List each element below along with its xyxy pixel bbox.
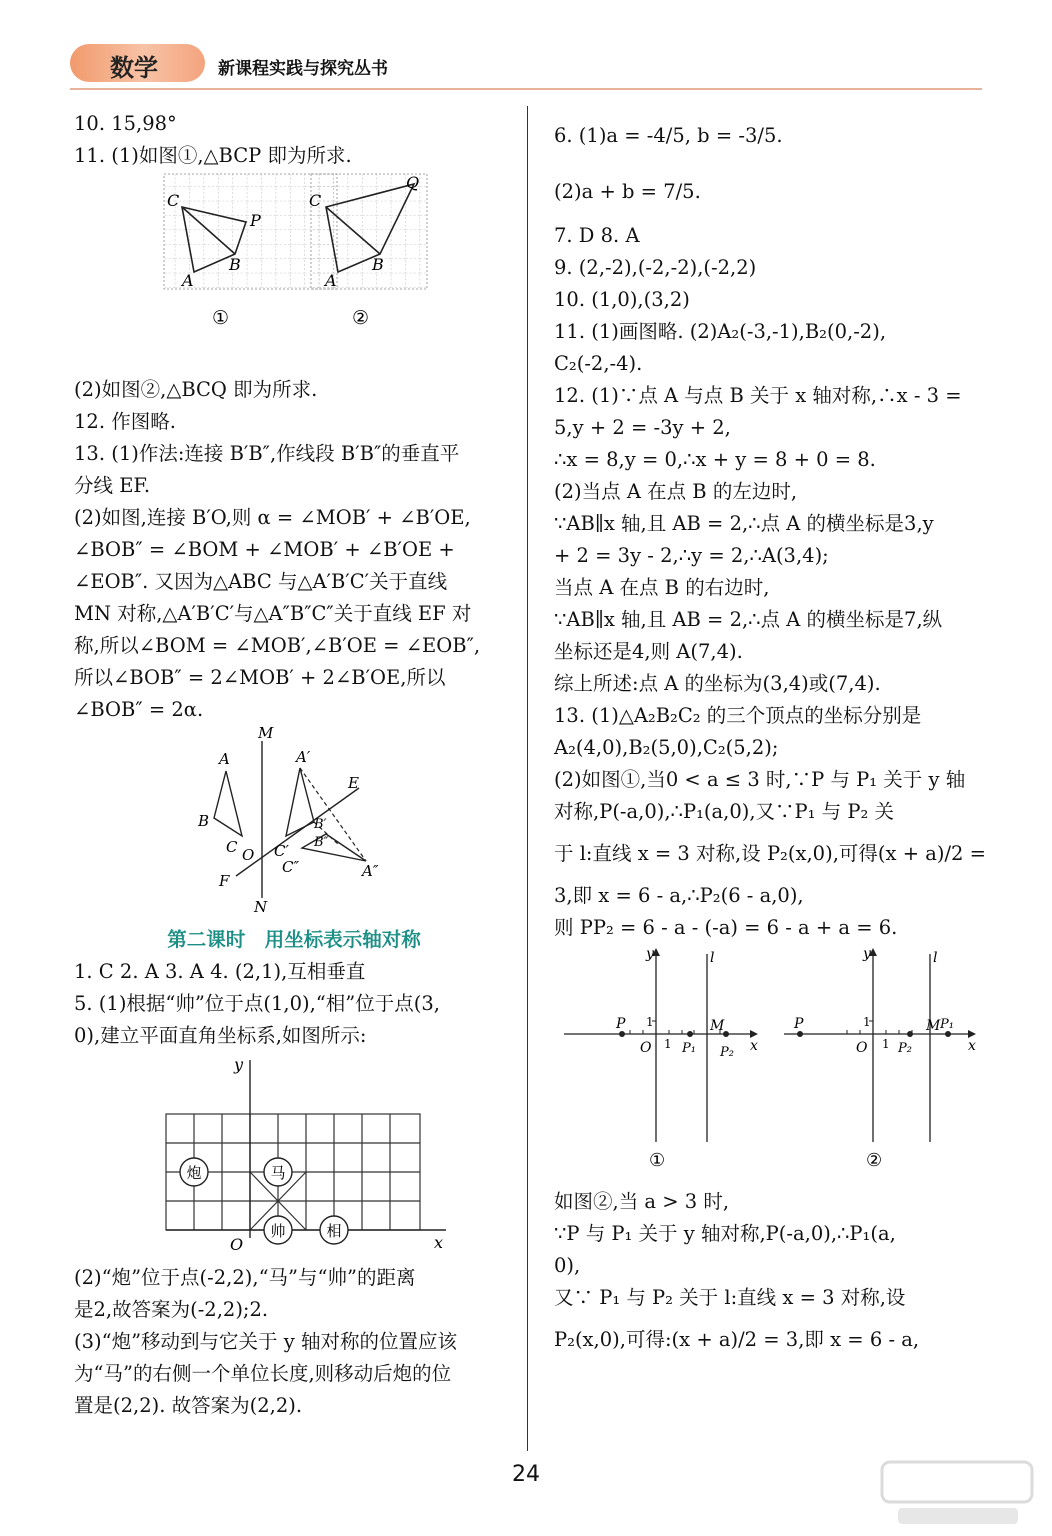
point-label: B [198, 812, 210, 830]
subject-label: 数学 [110, 54, 158, 82]
point-label: C′ [274, 842, 289, 860]
point-label: M [926, 1018, 941, 1034]
answer-line: 5. (1)根据“帅”位于点(1,0),“相”位于点(3, [74, 992, 440, 1015]
axis-label: x [434, 1233, 444, 1252]
axis-figures [554, 944, 994, 1176]
reflection-figure [74, 726, 514, 914]
tick-label: 1 [882, 1037, 890, 1051]
answer-line: 12. 作图略. [74, 410, 176, 433]
point-label: B [372, 255, 384, 274]
answer-line: 如图②,当 a > 3 时, [554, 1190, 730, 1213]
axis-label: y [646, 946, 654, 962]
point-label: B′ [314, 817, 327, 832]
answer-line: 称,所以∠BOM = ∠MOB′,∠B′OE = ∠EOB″, [74, 634, 481, 657]
point-label: P [250, 211, 261, 230]
axis-label: y [863, 946, 871, 962]
chess-piece: 马 [270, 1164, 286, 1182]
point-label: A″ [362, 862, 379, 880]
answer-line: 5,y + 2 = -3y + 2, [554, 416, 731, 439]
answer-line: 是2,故答案为(-2,2);2. [74, 1298, 269, 1321]
answer-line: 13. (1)△A₂B₂C₂ 的三个顶点的坐标分别是 [554, 704, 922, 727]
axis-label: x [968, 1038, 976, 1054]
figure-label: ① [649, 1150, 666, 1171]
chessboard-figure [74, 1052, 514, 1252]
figure-label: ② [352, 307, 370, 329]
answer-line: (2)如图②,△BCQ 即为所求. [74, 378, 318, 401]
answer-line: (2)“炮”位于点(-2,2),“马”与“帅”的距离 [74, 1266, 416, 1289]
answer-line: P₂(x,0),可得:(x + a)/2 = 3,即 x = 6 - a, [554, 1328, 920, 1351]
series-title: 新课程实践与探究丛书 [218, 59, 388, 79]
answer-line: 综上所述:点 A 的坐标为(3,4)或(7,4). [554, 672, 881, 695]
point-label: A′ [296, 748, 311, 766]
answer-line: 9. (2,-2),(-2,-2),(-2,2) [554, 256, 757, 279]
point-label: P₂ [720, 1045, 734, 1060]
point-label: P₁ [682, 1041, 696, 1056]
answer-line: 11. (1)画图略. (2)A₂(-3,-1),B₂(0,-2), [554, 320, 887, 343]
answer-line: ∵P 与 P₁ 关于 y 轴对称,P(-a,0),∴P₁(a, [554, 1222, 896, 1245]
subject-badge [70, 44, 205, 82]
axis-label: l [710, 950, 715, 966]
answer-line: 3,即 x = 6 - a,∴P₂(6 - a,0), [554, 884, 804, 907]
answer-line: (2)如图,连接 B′O,则 α = ∠MOB′ + ∠B′OE, [74, 506, 471, 529]
answer-line: A₂(4,0),B₂(5,0),C₂(5,2); [554, 736, 779, 759]
point-label: A [182, 271, 194, 290]
figure-label: ② [866, 1150, 883, 1171]
answer-line: 则 PP₂ = 6 - a - (-a) = 6 - a + a = 6. [554, 916, 898, 939]
answer-line: (3)“炮”移动到与它关于 y 轴对称的位置应该 [74, 1330, 457, 1353]
right-column [554, 108, 994, 1366]
answer-line: ∴x = 8,y = 0,∴x + y = 8 + 0 = 8. [554, 448, 876, 471]
point-label: M [258, 726, 274, 742]
left-column [74, 108, 514, 1422]
answer-line: 12. (1)∵点 A 与点 B 关于 x 轴对称,∴x - 3 = [554, 384, 962, 407]
answer-line: 11. (1)如图①,△BCP 即为所求. [74, 144, 352, 167]
grid-figures [74, 172, 514, 364]
answer-line: 于 l:直线 x = 3 对称,设 P₂(x,0),可得(x + a)/2 = [554, 842, 986, 865]
axis-label: O [230, 1235, 244, 1252]
point-label: N [254, 898, 268, 914]
answer-line: (2)a + b = 7/5. [554, 180, 701, 203]
answer-line: 0),建立平面直角坐标系,如图所示: [74, 1024, 367, 1047]
point-label: C [309, 191, 322, 210]
answer-line: ∠BOB″ = 2α. [74, 698, 204, 721]
answer-line: ∠BOB″ = ∠BOM + ∠MOB′ + ∠B′OE + [74, 538, 455, 561]
point-label: B [229, 255, 241, 274]
page-number: 24 [512, 1462, 540, 1487]
axis-label: x [750, 1038, 758, 1054]
header-rule [70, 88, 982, 90]
answer-line: (2)如图①,当0 < a ≤ 3 时,∵P 与 P₁ 关于 y 轴 [554, 768, 966, 791]
point-label: P [794, 1016, 804, 1032]
point-label: Q [406, 173, 420, 192]
tick-label: 1 [863, 1015, 871, 1029]
answer-line: 分线 EF. [74, 474, 151, 497]
answer-line: 13. (1)作法:连接 B′B″,作线段 B′B″的垂直平 [74, 442, 460, 465]
axis-label: O [856, 1040, 868, 1056]
point-label: C [167, 191, 180, 210]
figure-label: ① [212, 307, 230, 329]
answer-line: + 2 = 3y - 2,∴y = 2,∴A(3,4); [554, 544, 829, 567]
chess-piece: 帅 [270, 1222, 286, 1240]
answer-line: 6. (1)a = -4/5, b = -3/5. [554, 124, 783, 147]
point-label: P₁ [940, 1017, 954, 1032]
tick-label: 1 [646, 1015, 654, 1029]
answer-line: 0), [554, 1254, 581, 1277]
chess-piece: 炮 [186, 1164, 202, 1182]
point-label: P₂ [898, 1041, 912, 1056]
answer-line: 10. 15,98° [74, 112, 177, 135]
answer-line: ∵AB∥x 轴,且 AB = 2,∴点 A 的横坐标是3,y [554, 512, 934, 535]
point-label: E [348, 774, 359, 792]
answer-line: 1. C 2. A 3. A 4. (2,1),互相垂直 [74, 960, 366, 983]
point-label: O [242, 846, 255, 864]
answer-line: 对称,P(-a,0),∴P₁(a,0),又∵P₁ 与 P₂ 关 [554, 800, 895, 823]
point-label: A [219, 750, 230, 768]
chess-piece: 相 [326, 1222, 342, 1240]
axis-label: O [640, 1040, 652, 1056]
answer-line: 当点 A 在点 B 的右边时, [554, 576, 770, 599]
point-label: C [226, 838, 238, 856]
watermark-logo [878, 1458, 1038, 1530]
point-label: C″ [282, 858, 300, 876]
point-label: F [219, 872, 230, 890]
answer-line: MN 对称,△A′B′C′与△A″B″C″关于直线 EF 对 [74, 602, 472, 625]
answer-line: C₂(-2,-4). [554, 352, 643, 375]
section-title: 第二课时 用坐标表示轴对称 [167, 928, 421, 951]
answer-line: (2)当点 A 在点 B 的左边时, [554, 480, 798, 503]
point-label: P [616, 1016, 626, 1032]
answer-line: 置是(2,2). 故答案为(2,2). [74, 1394, 303, 1417]
answer-line: 为“马”的右侧一个单位长度,则移动后炮的位 [74, 1362, 452, 1385]
answer-line: ∠EOB″. 又因为△ABC 与△A′B′C′关于直线 [74, 570, 448, 593]
answer-line: 10. (1,0),(3,2) [554, 288, 690, 311]
point-label: M [710, 1018, 725, 1034]
column-divider [527, 106, 528, 1451]
point-label: B″ [314, 835, 329, 850]
answer-line: 坐标还是4,则 A(7,4). [554, 640, 743, 663]
answer-line: ∵AB∥x 轴,且 AB = 2,∴点 A 的横坐标是7,纵 [554, 608, 943, 631]
answer-line: 7. D 8. A [554, 224, 640, 247]
answer-line: 所以∠BOB″ = 2∠MOB′ + 2∠B′OE,所以 [74, 666, 446, 689]
axis-label: y [234, 1055, 244, 1074]
axis-label: l [933, 950, 938, 966]
answer-line: 又∵ P₁ 与 P₂ 关于 l:直线 x = 3 对称,设 [554, 1286, 906, 1309]
point-label: A [325, 271, 337, 290]
tick-label: 1 [664, 1037, 672, 1051]
